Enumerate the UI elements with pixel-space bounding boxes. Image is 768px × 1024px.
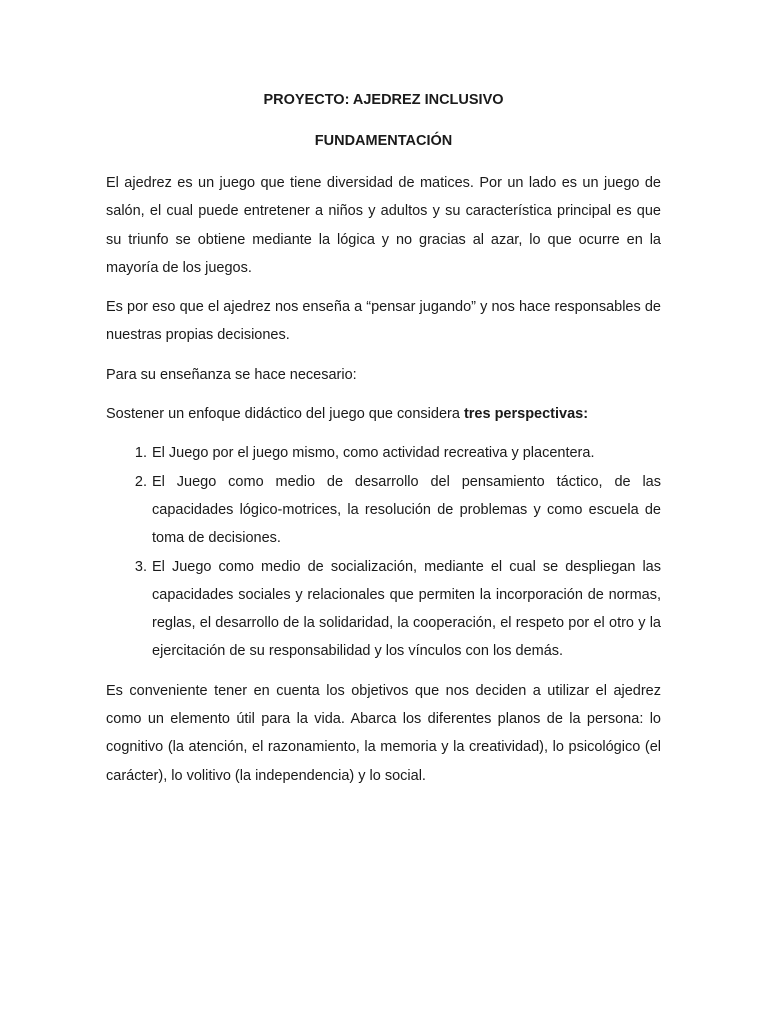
paragraph-pensar-jugando: Es por eso que el ajedrez nos enseña a “pensar jugando” y nos hace responsables de nuestras propias decisiones. [106, 299, 661, 344]
paragraph-enfoque-text: Sostener un enfoque didáctico del juego que considera [106, 406, 464, 423]
list-item: 3. El Juego como medio de socialización, mediante el cual se despliegan las capacidades sociales y relacionales que permiten la incorporación de normas, reglas, el desarrollo de la solidaridad, la cooperación, el respeto por el otro y la ejercitación de su responsabilidad y los vínculos con los demás. [151, 553, 661, 666]
document-title: PROYECTO: AJEDREZ INCLUSIVO [263, 92, 504, 108]
list-item: 2. El Juego como medio de desarrollo del pensamiento táctico, de las capacidades lógico-motrices, la resolución de problemas y como escuela de toma de decisiones. [151, 468, 661, 553]
section-heading: FUNDAMENTACIÓN [314, 133, 453, 149]
paragraph-objetivos: Es conveniente tener en cuenta los objetivos que nos deciden a utilizar el ajedrez como un elemento útil para la vida. Abarca los diferentes planos de la persona: lo cognitivo (la atención, el razonamiento, la memoria y la creatividad), lo psicológico (el carácter), lo volitivo (la independencia) y lo social. [106, 682, 661, 784]
document-page [106, 86, 661, 790]
paragraph-enfoque-bold: tres perspectivas: [463, 406, 589, 423]
perspectives-list [106, 439, 661, 665]
list-item: 1. El Juego por el juego mismo, como actividad recreativa y placentera. [151, 439, 661, 467]
paragraph-ensenanza: Para su enseñanza se hace necesario: [106, 366, 357, 383]
paragraph-enfoque [106, 400, 661, 428]
paragraph-intro: El ajedrez es un juego que tiene diversidad de matices. Por un lado es un juego de salón, el cual puede entretener a niños y adultos y su característica principal es que su triunfo se obtiene mediante la lógica y no gracias al azar, lo que ocurre en la mayoría de los juegos. [106, 175, 661, 276]
